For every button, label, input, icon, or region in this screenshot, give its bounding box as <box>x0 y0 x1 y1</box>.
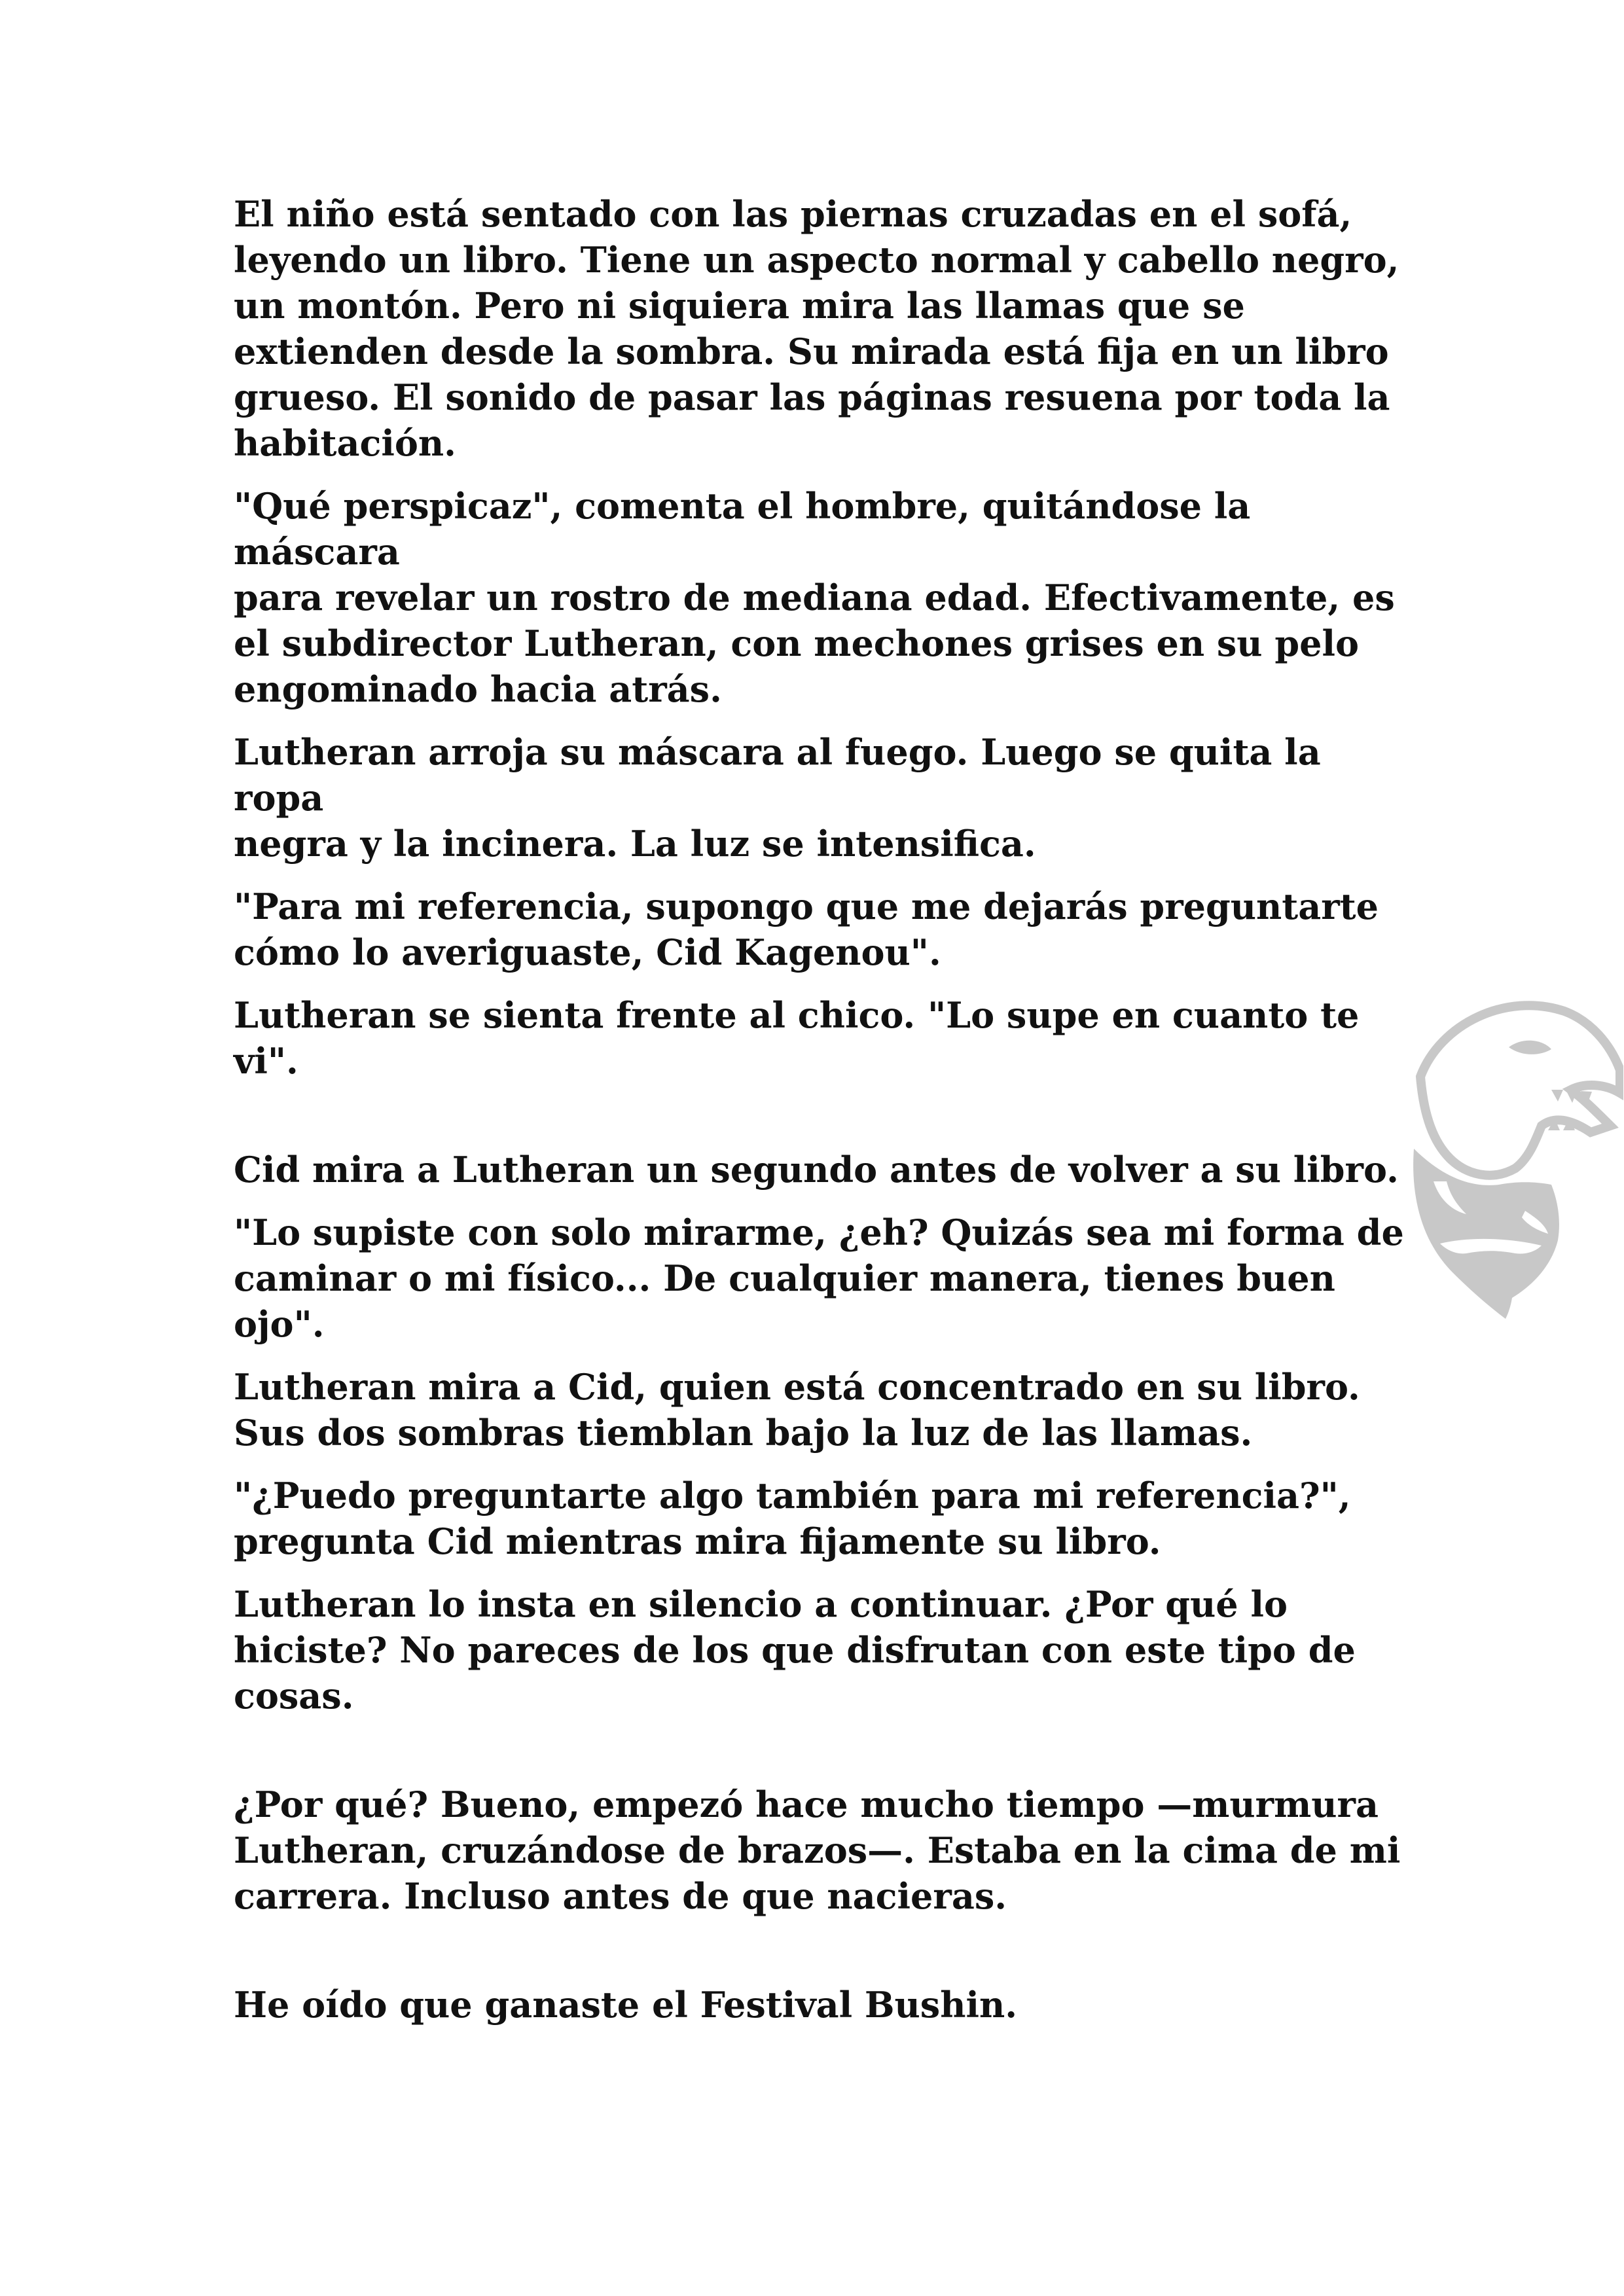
paragraph: Cid mira a Lutheran un segundo antes de volver a su libro. <box>234 1149 1399 1191</box>
text-column <box>234 191 1412 2028</box>
paragraph: Lutheran se sienta frente al chico. "Lo supe en cuanto te vi". <box>234 994 1360 1082</box>
paragraph: Lutheran lo insta en silencio a continuar. ¿Por qué lo hiciste? No pareces de los que disfrutan con este tipo de cosas. <box>234 1583 1356 1717</box>
paragraph: He oído que ganaste el Festival Bushin. <box>234 1984 1018 2026</box>
paragraph: "Lo supiste con solo mirarme, ¿eh? Quizás sea mi forma de caminar o mi físico... De cualquier manera, tienes buen ojo". <box>234 1211 1404 1345</box>
paragraph: El niño está sentado con las piernas cruzadas en el sofá, leyendo un libro. Tiene un aspecto normal y cabello negro, un montón. Pero ni siquiera mira las llamas que se extienden desde la sombra. Su mirada está fija en un libro grueso. El sonido de pasar las páginas resuena por toda la habitación. <box>234 193 1399 464</box>
paragraph: "Qué perspicaz", comenta el hombre, quitándose la máscara para revelar un rostro de mediana edad. Efectivamente, es el subdirector Lutheran, con mechones grises en su pelo engominado hacia atrás. <box>234 485 1395 710</box>
paragraph: ¿Por qué? Bueno, empezó hace mucho tiempo —murmura Lutheran, cruzándose de brazos—. Estaba en la cima de mi carrera. Incluso antes de que nacieras. <box>234 1784 1401 1917</box>
paragraph: Lutheran mira a Cid, quien está concentrado en su libro. Sus dos sombras tiemblan bajo la luz de las llamas. <box>234 1366 1360 1454</box>
dinosaur-skull-logo-icon <box>1394 985 1623 1325</box>
paragraph: "¿Puedo preguntarte algo también para mi referencia?", pregunta Cid mientras mira fijamente su libro. <box>234 1475 1351 1562</box>
paragraph: "Para mi referencia, supongo que me dejarás preguntarte cómo lo averiguaste, Cid Kagenou". <box>234 886 1379 973</box>
paragraph: Lutheran arroja su máscara al fuego. Luego se quita la ropa negra y la incinera. La luz se intensifica. <box>234 731 1321 865</box>
